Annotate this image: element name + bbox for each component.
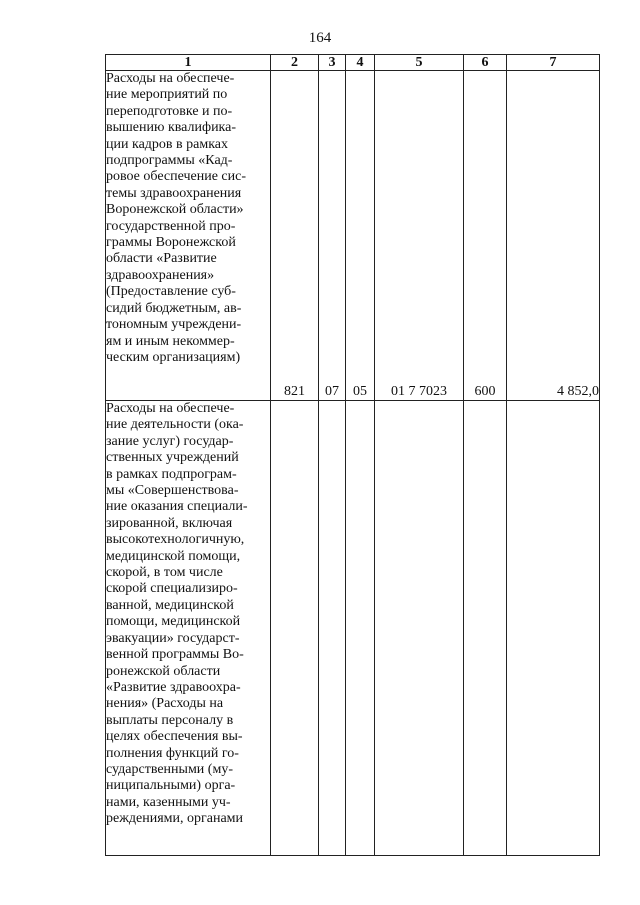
description-line: граммы Воронежской	[106, 235, 236, 251]
description-line: полнения функций го-	[106, 745, 239, 761]
column-header-3: 3	[319, 55, 346, 71]
description-line: мы «Совершенствова-	[106, 483, 239, 499]
description-line: медицинской помощи,	[106, 548, 241, 564]
header-row	[106, 55, 600, 71]
description-line: Расходы на обеспече-	[106, 71, 235, 86]
cell-section-code: 07	[319, 71, 346, 401]
page-number: 164	[308, 30, 332, 46]
description-line: вышению квалифика-	[106, 120, 237, 136]
cell-amount: 4 852,0	[507, 71, 600, 401]
description-line: скорой, в том числе	[106, 565, 223, 581]
cell-expense-type: 600	[464, 71, 507, 401]
description-line: ственных учреждений	[106, 450, 239, 466]
description-line: государственной про-	[106, 218, 236, 234]
description-line: ние оказания специали-	[106, 499, 248, 515]
description-line: высокотехнологичную,	[106, 532, 245, 548]
description-line: переподготовке и по-	[106, 103, 233, 119]
description-line: нения» (Расходы на	[106, 696, 224, 712]
description-line: тономным учреждени-	[106, 317, 242, 333]
column-header-2: 2	[271, 55, 319, 71]
description-line: ние мероприятий по	[106, 87, 228, 103]
cell-expense-type	[464, 401, 507, 856]
cell-amount	[507, 401, 600, 856]
description-line: зание услуг) государ-	[106, 433, 234, 449]
description-line: сударственными (му-	[106, 761, 233, 777]
description-line: целях обеспечения вы-	[106, 729, 243, 745]
cell-department-code: 821	[271, 71, 319, 401]
budget-table	[105, 54, 600, 856]
description-line: скорой специализиро-	[106, 581, 238, 597]
table-row	[106, 401, 600, 856]
description-line: ям и иным некоммер-	[106, 333, 235, 349]
column-header-7: 7	[507, 55, 600, 71]
column-header-5: 5	[375, 55, 464, 71]
description-line: выплаты персоналу в	[106, 712, 234, 728]
description-line: ческим организациям)	[106, 349, 241, 365]
description-line: нами, казенными уч-	[106, 794, 231, 810]
description-line: эвакуации» государст-	[106, 630, 240, 646]
description-line: подпрограммы «Кад-	[106, 153, 233, 169]
description-line: сидий бюджетным, ав-	[106, 300, 242, 316]
description-line: зированной, включая	[106, 515, 233, 531]
cell-subsection-code: 05	[346, 71, 375, 401]
description-line: Расходы на обеспече-	[106, 401, 235, 416]
description-line: реждениями, органами	[106, 811, 244, 827]
description-line: ции кадров в рамках	[106, 136, 229, 152]
description-line: Воронежской области»	[106, 202, 244, 218]
description-line: темы здравоохранения	[106, 185, 242, 201]
description-line: ванной, медицинской	[106, 597, 234, 613]
cell-target-article: 01 7 7023	[375, 71, 464, 401]
description-line: ронежской области	[106, 663, 221, 679]
description-line: (Предоставление суб-	[106, 284, 236, 300]
description-line: в рамках подпрограм-	[106, 466, 237, 482]
description-line: помощи, медицинской	[106, 614, 241, 630]
cell-target-article	[375, 401, 464, 856]
description-line: здравоохранения»	[106, 267, 215, 283]
table-row	[106, 71, 600, 401]
row-description	[106, 401, 271, 856]
column-header-6: 6	[464, 55, 507, 71]
cell-department-code	[271, 401, 319, 856]
column-header-1: 1	[106, 55, 271, 71]
description-line: венной программы Во-	[106, 647, 244, 663]
description-line: «Развитие здравоохра-	[106, 679, 241, 695]
cell-subsection-code	[346, 401, 375, 856]
description-line: ние деятельности (ока-	[106, 417, 244, 433]
row-description	[106, 71, 271, 401]
description-line: ровое обеспечение сис-	[106, 169, 247, 185]
description-line: области «Развитие	[106, 251, 217, 267]
description-line: ниципальными) орга-	[106, 778, 236, 794]
column-header-4: 4	[346, 55, 375, 71]
cell-section-code	[319, 401, 346, 856]
